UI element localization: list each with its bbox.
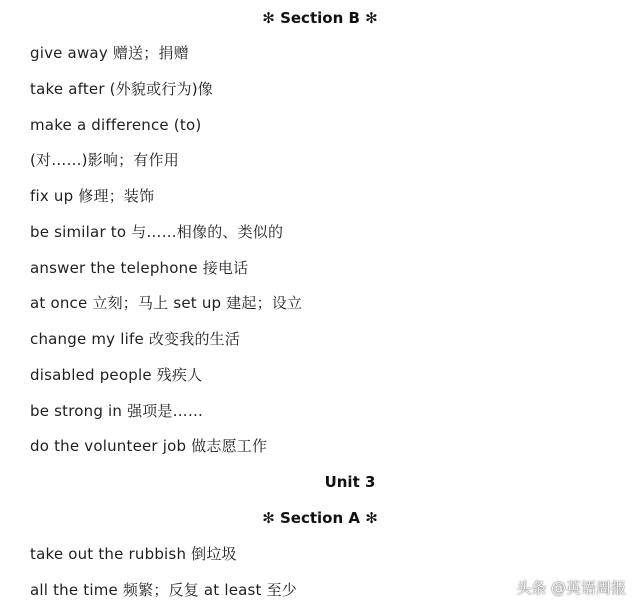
- vocab-line: answer the telephone 接电话: [30, 259, 249, 277]
- vocab-line: disabled people 残疾人: [30, 366, 203, 384]
- watermark: 头条 @英语周报: [516, 579, 626, 597]
- vocab-line: at once 立刻；马上 set up 建起；设立: [30, 294, 303, 312]
- asterisk-icon: ✻: [262, 9, 275, 27]
- vocab-line: be strong in 强项是……: [30, 402, 204, 420]
- vocab-line: give away 赠送；捐赠: [30, 44, 189, 62]
- vocab-line: take after (外貌或行为)像: [30, 80, 213, 98]
- asterisk-icon: ✻: [365, 509, 378, 527]
- asterisk-icon: ✻: [365, 9, 378, 27]
- vocab-line: (对……)影响；有作用: [30, 151, 179, 169]
- section-a-heading: [0, 508, 640, 528]
- vocab-line: change my life 改变我的生活: [30, 330, 241, 348]
- section-b-title: Section B: [280, 9, 360, 27]
- vocab-line: be similar to 与……相像的、类似的: [30, 223, 284, 241]
- asterisk-icon: ✻: [262, 509, 275, 527]
- vocab-line: take out the rubbish 倒垃圾: [30, 545, 237, 563]
- section-b-heading: [0, 8, 640, 28]
- vocab-line: fix up 修理；装饰: [30, 187, 155, 205]
- vocab-line: do the volunteer job 做志愿工作: [30, 437, 268, 455]
- vocab-line: make a difference (to): [30, 116, 202, 134]
- vocab-line: all the time 频繁；反复 at least 至少: [30, 581, 297, 599]
- section-a-title: Section A: [280, 509, 360, 527]
- unit-heading: Unit 3: [324, 473, 376, 491]
